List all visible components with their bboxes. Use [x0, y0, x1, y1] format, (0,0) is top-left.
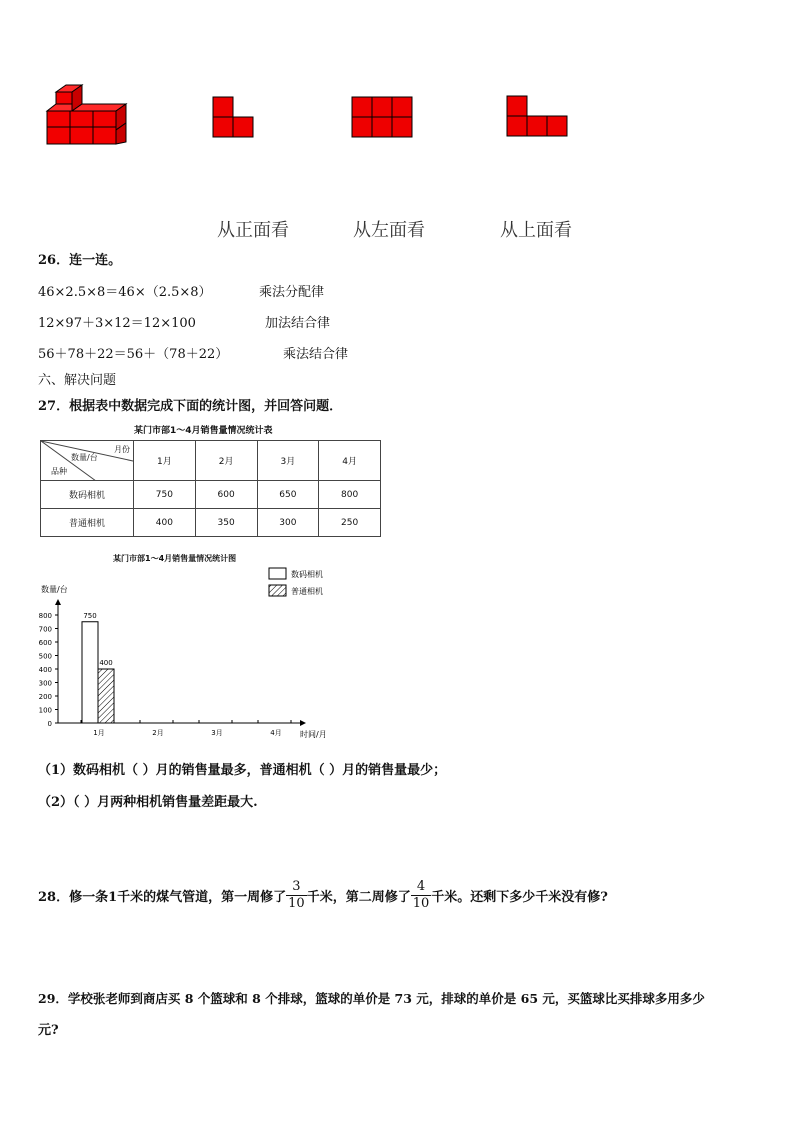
legend-swatch-digital	[269, 568, 286, 579]
section-heading: 六、解决问题	[38, 373, 117, 388]
row-label: 普通相机	[41, 509, 134, 537]
y-tick-label: 300	[38, 679, 52, 688]
legend-swatch-ordinary	[269, 585, 286, 596]
y-tick-label: 700	[38, 625, 52, 634]
legend-label-digital: 数码相机	[291, 570, 323, 579]
y-tick-label: 0	[47, 720, 52, 728]
top-view-label: 从上面看	[500, 220, 572, 241]
bar	[98, 669, 114, 723]
y-axis-arrow	[55, 599, 61, 605]
table-row	[41, 509, 381, 537]
y-tick-label: 200	[38, 693, 52, 701]
sales-table	[40, 440, 381, 537]
q26-right-2: 加法结合律	[265, 316, 331, 331]
table-cell: 250	[319, 509, 381, 537]
q26-left-3: 56＋78＋22＝56＋（78＋22）	[38, 347, 229, 362]
q26-left-1: 46×2.5×8＝46×（2.5×8）	[38, 285, 212, 300]
y-axis-label: 数量/台	[41, 585, 68, 594]
view-shape-1	[212, 96, 256, 140]
y-tick-label: 600	[38, 639, 52, 647]
view-shape-3	[506, 95, 568, 137]
q27-sub2: （2）（ ）月两种相机销售量差距最大.	[38, 795, 258, 810]
header-month: 月份	[114, 445, 130, 454]
header-quantity: 数量/台	[71, 453, 98, 462]
month-header: 2月	[195, 441, 257, 481]
q26-left-2: 12×97＋3×12＝12×100	[38, 316, 196, 331]
table-cell: 300	[257, 509, 319, 537]
month-header: 1月	[134, 441, 196, 481]
x-axis-label: 时间/月	[300, 730, 327, 739]
header-variety: 品种	[51, 467, 67, 476]
y-tick-label: 800	[38, 612, 52, 620]
front-view-label: 从正面看	[217, 220, 289, 241]
q29-line1: 29．学校张老师到商店买 8 个篮球和 8 个排球，篮球的单价是 73 元，排球的单价是 65 元，买篮球比买排球多用多少	[38, 991, 705, 1006]
q28	[38, 879, 608, 912]
x-axis-arrow	[300, 720, 306, 726]
table-cell: 800	[319, 481, 381, 509]
x-tick-label: 3月	[211, 729, 223, 737]
month-header: 3月	[257, 441, 319, 481]
table-corner-header	[41, 441, 134, 481]
q27-sub1: （1）数码相机（ ）月的销售量最多，普通相机（ ）月的销售量最少；	[38, 763, 447, 778]
fraction-3-10	[286, 879, 307, 912]
fraction-denominator: 10	[288, 896, 305, 911]
q28-part3: 千米。还剩下多少千米没有修?	[431, 890, 608, 905]
fraction-denominator: 10	[412, 896, 430, 911]
bar-chart	[30, 560, 350, 750]
x-tick-label: 1月	[93, 729, 105, 737]
bar-data-label: 400	[99, 659, 113, 667]
cube-solid-figure	[40, 80, 140, 150]
table-title: 某门市部1～4月销售量情况统计表	[134, 426, 273, 436]
fraction-numerator: 4	[411, 879, 432, 896]
q28-part2: 千米，第二周修了	[306, 890, 411, 905]
q28-part1: 28．修一条1千米的煤气管道，第一周修了	[38, 890, 287, 905]
x-tick-label: 4月	[270, 729, 282, 737]
y-tick-label: 500	[38, 652, 52, 661]
view-shape-2	[351, 96, 413, 138]
y-tick-label: 100	[38, 706, 52, 715]
table-cell: 750	[134, 481, 196, 509]
q29-line2: 元?	[38, 1023, 59, 1038]
q27-title: 27．根据表中数据完成下面的统计图，并回答问题．	[38, 399, 343, 414]
chart-title: 某门市部1～4月销售量情况统计图	[113, 554, 237, 563]
left-view-label: 从左面看	[353, 220, 425, 241]
row-label: 数码相机	[41, 481, 134, 509]
bar	[82, 622, 98, 723]
y-tick-label: 400	[38, 666, 52, 674]
fraction-4-10	[411, 879, 432, 912]
table-cell: 400	[134, 509, 196, 537]
table-cell: 650	[257, 481, 319, 509]
q26-right-1: 乘法分配律	[259, 285, 325, 300]
table-cell: 600	[195, 481, 257, 509]
bar-data-label: 750	[83, 611, 97, 620]
q26-right-3: 乘法结合律	[283, 347, 349, 362]
legend-label-ordinary: 普通相机	[291, 587, 323, 596]
q26-title: 26．连一连。	[38, 253, 122, 268]
fraction-numerator: 3	[286, 879, 307, 896]
month-header: 4月	[319, 441, 381, 481]
table-row	[41, 481, 381, 509]
x-tick-label: 2月	[152, 729, 164, 737]
table-cell: 350	[195, 509, 257, 537]
